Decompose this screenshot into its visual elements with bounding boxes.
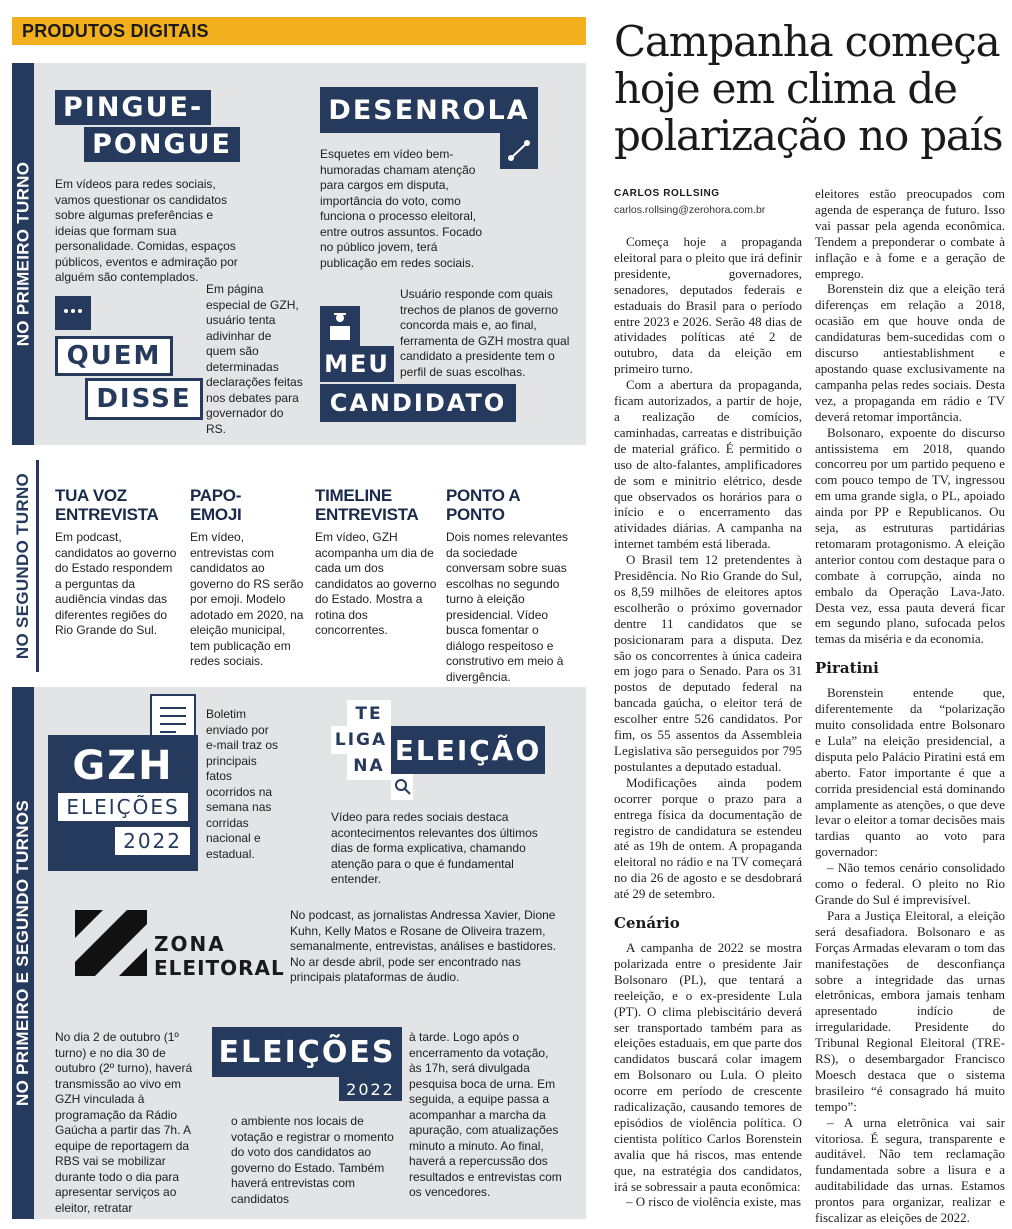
pingue-logo-line2: PONGUE (84, 127, 240, 162)
zona-eleitoral-mark (75, 910, 147, 976)
article-paragraph: Modificações ainda podem ocorrer porque o prazo para a entrega física da documentação de registro de candidatura se estendeu até as 19h de ontem. A propaganda eleitoral no rádio e na TV começará no dia 26 de agosto e se desdobrará até 29 de setembro. (614, 774, 802, 902)
te-liga-te-text: TE (355, 704, 383, 724)
te-liga-liga-text: LIGA (334, 730, 388, 750)
article-paragraph: Borenstein diz que a eleição terá diferenças em relação a 2018, ocasião em que houve onda de candidaturas bem-sucedidas com o discurso antiestablishment e apostando quase exclusivamente na campanha pelas redes sociais. Desta vez, a propaganda em rádio e TV deverá retomar importância. (815, 281, 1005, 424)
gzh-logo-eleicoes: ELEIÇÕES (58, 793, 187, 821)
article-paragraph: Começa hoje a propaganda eleitoral para o pleito que irá definir presidente, governadores, senadores, deputados federais e estaduais do Brasil para o período entre 2023 e 2026. Serão 48 dias de atividades políticas até 2 de outubro, data da eleição em primeiro turno. (614, 234, 802, 377)
te-liga-eleicao-text: ELEIÇÃO (394, 733, 542, 767)
eleicoes-2022-text-right: à tarde. Logo após o encerramento da votação, às 17h, será divulgada pesquisa boca de urna. Em seguida, a equipe passa a acompanhar a marcha da apuração, com atualizações minuto a minuto. Ao final, haverá a repercussão dos resultados e entrevistas com os vencedores. (409, 1030, 562, 1199)
article-paragraph: Com a abertura da propaganda, ficam autorizados, a partir de hoje, a realização de comícios, caminhadas, carreatas e distribuição de material gráfico. É permitido o uso de alto-falantes, amplificadores de som e minitrio elétrico, desde que observados os horários para o início e o encerramento das atividades diárias. A campanha na internet também está liberada. (614, 377, 802, 552)
band-ambos-turnos (12, 687, 34, 1219)
article-email: carlos.rollsing@zerohora.com.br (614, 204, 766, 216)
zona-logo-line1: ZONA (154, 932, 226, 956)
article-headline: Campanha começa hoje em clima de polarização no país (614, 17, 1003, 160)
band-segundo-turno (12, 460, 34, 672)
pingue-text: Em vídeos para redes sociais, vamos questionar os candidatos sobre algumas preferências e ideias que formam sua personalidade. Comidas, espaços públicos, eventos e admiração por alguém são contemplados. (55, 177, 238, 284)
gzh-logo-year: 2022 (115, 827, 190, 855)
article-column-1 (614, 234, 802, 1210)
subhead-piratini: Piratini (815, 659, 879, 678)
te-liga-te (347, 700, 391, 728)
zona-logo-line2: ELEITORAL (154, 956, 285, 980)
gzh-eleicoes-text: Boletim enviado por e-mail traz os principais fatos ocorridos na semana nas corridas nacional e estadual. (206, 707, 279, 861)
pingue-logo-line1: PINGUE- (55, 90, 211, 125)
desenrola-logo-text: DESENROLA (328, 94, 530, 126)
te-liga-text: Vídeo para redes sociais destaca acontecimentos relevantes dos últimos dias de forma explicativa, chamando atenção para o que é fundamental entender. (331, 810, 538, 886)
te-liga-eleicao (391, 726, 545, 774)
section-header: PRODUTOS DIGITAIS (12, 17, 586, 45)
te-liga-na-text: NA (353, 756, 385, 776)
band-primeiro-label: NO PRIMEIRO TURNO (13, 161, 33, 347)
papo-emoji-title: PAPO-EMOJI (190, 486, 242, 524)
article-paragraph: Bolsonaro, expoente do discurso antissistema em 2018, quando concorreu por um partido pequeno e com pouco tempo de TV, ingressou em uma grande sigla, o PL, apoiado ainda por PP e Republicanos. Ou seja, as estruturas partidárias retomaram protagonismo. A eleição anterior contou com destaque para o combate à corrupção, ainda no embalo da Operação Lava-Jato. Desta vez, essa pauta deverá ficar em segundo plano, sufocada pelos temas da miséria e da economia. (815, 424, 1005, 647)
article-paragraph: Borenstein entende que, diferentemente da “polarização muito consolidada entre Bolsonaro e Lula” na eleição presidencial, a disputa pelo Palácio Piratini está em aberto. Fator importante é que a corrida presidencial está dominando amplamente as atenções, o que deve levar o eleitor a tomar decisões mais tardias quanto ao voto para governador: (815, 685, 1005, 860)
timeline-text: Em vídeo, GZH acompanha um dia de cada um dos candidatos ao governo do Estado. Mostra a rotina dos concorrentes. (315, 530, 437, 637)
ponto-a-ponto-title: PONTO A PONTO (446, 486, 520, 524)
timeline-title: TIMELINE ENTREVISTA (315, 486, 419, 524)
desenrola-logo (320, 87, 538, 133)
article-author: CARLOS ROLLSING (614, 188, 720, 199)
band-primeiro-turno (12, 63, 34, 445)
tua-voz-text: Em podcast, candidatos ao governo do Estado respondem a perguntas da audiência vindas das diferentes regiões do Rio Grande do Sul. (55, 530, 177, 637)
eleicoes-2022-text-mid: o ambiente nos locais de votação e registrar o momento do voto dos candidatos ao governo do Estado. Também haverá entrevistas com candidatos (231, 1114, 394, 1206)
te-liga-liga (331, 726, 391, 754)
segundo-turno-divider (36, 460, 39, 672)
eleicoes-2022-text-left: No dia 2 de outubro (1º turno) e no dia 30 de outubro (2º turno), haverá transmissão ao vivo em GZH vinculada à programação da Rádio Gaúcha a partir das 7h. A equipe de reportagem da RBS vai se mobilizar durante todo o dia para apresentar serviços ao eleitor, retratar (55, 1030, 193, 1215)
subhead-cenario: Cenário (614, 914, 680, 933)
papo-emoji-text: Em vídeo, entrevistas com candidatos ao governo do RS serão por emoji. Modelo adotado em 2020, na eleição municipal, tem publicação em redes sociais. (190, 530, 304, 668)
quem-disse-logo-line2 (85, 378, 203, 420)
quem-disse-chat-icon (55, 296, 91, 330)
quem-disse-logo-text1: QUEM (66, 341, 162, 371)
meu-candidato-logo-text2: CANDIDATO (329, 389, 507, 417)
magnifier-icon (391, 774, 413, 800)
meu-candidato-text: Usuário responde com quais trechos de planos de governo concorda mais e, ao final, ferramenta de GZH mostra qual candidato a presidente tem o perfil de suas escolhas. (400, 287, 570, 379)
band-ambos-label: NO PRIMEIRO E SEGUNDO TURNOS (13, 800, 32, 1106)
article-paragraph: eleitores estão preocupados com agenda de esperança de futuro. Isso vai passar pela agenda econômica. Tendem a preponderar o combate à inflação e à fome e a geração de emprego. (815, 186, 1005, 281)
article-paragraph: – O risco de violência existe, mas (626, 1194, 802, 1210)
eleicoes-2022-year-text: 2022 (346, 1079, 395, 1099)
pingue-pongue-logo (55, 83, 240, 169)
gzh-logo-text: GZH (72, 743, 174, 789)
quem-disse-logo-text2: DISSE (96, 384, 192, 414)
gzh-eleicoes-logo (48, 735, 198, 871)
podium-icon (320, 306, 360, 346)
desenrola-icon (500, 133, 538, 169)
band-segundo-label: NO SEGUNDO TURNO (13, 472, 33, 660)
eleicoes-2022-year (339, 1077, 402, 1101)
ponto-a-ponto-text: Dois nomes relevantes da sociedade conversam sobre suas escolhas no segundo turno à eleição presidencial. Vídeo busca fomentar o diálogo respeitoso e construtivo em meio à divergência. (446, 530, 569, 684)
eleicoes-2022-logo (212, 1027, 402, 1077)
article-paragraph: – Não temos cenário consolidado como o federal. O pleito no Rio Grande do Sul é imprevisível. (815, 860, 1005, 907)
quem-disse-logo-line1 (55, 336, 173, 376)
quem-disse-text: Em página especial de GZH, usuário tenta adivinhar de quem são determinadas declarações feitas nos debates para governador do RS. (206, 282, 303, 436)
eleicoes-2022-logo-text: ELEIÇÕES (218, 1034, 396, 1070)
tua-voz-title: TUA VOZ ENTREVISTA (55, 486, 159, 524)
te-liga-na (347, 752, 391, 780)
zona-text: No podcast, as jornalistas Andressa Xavier, Dione Kuhn, Kelly Matos e Rosane de Oliveira trazem, semanalmente, entrevistas, análises e bastidores. No ar desde abril, pode ser encontrado nas principais plataformas de áudio. (290, 908, 557, 984)
article-paragraph: A campanha de 2022 se mostra polarizada entre o presidente Jair Bolsonaro (PL), que tentará a reeleição, e o ex-presidente Lula (PT). O clima plebiscitário deverá ser transportado também para as eleições estaduais, em que parte dos candidatos buscará colar imagem em Bolsonaro ou Lula. O pleito ocorre em período de crescente radicalização, causando temores de episódios de violência política. O cientista político Carlos Borenstein avalia que há riscos, mas entende que, na estratégia dos candidatos, irá se sobressair a pauta econômica: (614, 939, 802, 1194)
article-paragraph: Para a Justiça Eleitoral, a eleição será desafiadora. Bolsonaro e as Forças Armadas elevaram o tom das manifestações de desconfiança sobre a integridade das urnas eletrônicas, embora jamais tenham apresentado indício de irregularidade. Presidente do Tribunal Regional Eleitoral (TRE-RS), o desembargador Francisco Moesch destaca que o sistema brasileiro “é consagrado há muito tempo”: (815, 907, 1005, 1114)
article-paragraph: – A urna eletrônica vai sair vitoriosa. É segura, transparente e auditável. Não tem reclamação fundamentada sobre a lisura e a auditabilidade das urnas. Estamos prontos para organizar, realizar e fiscalizar as eleições de 2022. (815, 1114, 1005, 1226)
article-paragraph: O Brasil tem 12 pretendentes à Presidência. No Rio Grande do Sul, os 8,59 milhões de eleitores aptos escolherão o próximo governador dentre 11 candidatos que se posicionaram para a disputa. Dez são os concorrentes à única cadeira em jogo para o Senado. Para os 31 postos de deputado federal na bancada gaúcha, o eleitor terá de escolher entre 526 candidatos. Por fim, os 55 assentos da Assembleia Legislativa são perseguidos por 795 postulantes a deputado estadual. (614, 552, 802, 774)
meu-candidato-logo-line1 (320, 346, 394, 382)
meu-candidato-logo-text1: MEU (324, 350, 390, 378)
article-column-2 (815, 186, 1005, 1226)
desenrola-text: Esquetes em vídeo bem-humoradas chamam atenção para cargos em disputa, importância do voto, como funciona o processo eleitoral, entre outros assuntos. Focado no público jovem, terá publicação em redes sociais. (320, 147, 483, 270)
meu-candidato-logo-line2 (320, 384, 516, 422)
